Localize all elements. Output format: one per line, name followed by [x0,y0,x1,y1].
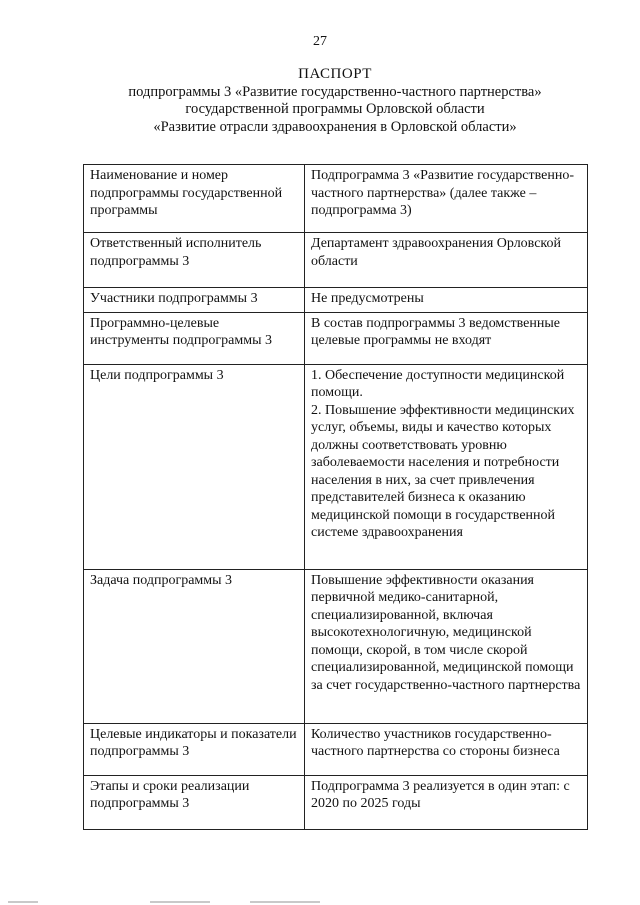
subtitle-line: подпрограммы 3 «Развитие государственно-частного партнерства» [128,83,542,100]
row-value [305,288,588,313]
value-text: 1. Обеспечение доступности медицинской помощи. [311,367,565,400]
value-text: Департамент здравоохранения Орловской области [311,236,562,269]
table-row [84,288,588,313]
scan-artifact [0,899,640,903]
row-label: Цели подпрограммы 3 [84,364,305,569]
value-text: Не предусмотрены [311,291,424,306]
table-row [84,233,588,288]
row-value [305,364,588,569]
row-label: Целевые индикаторы и показатели подпрограммы 3 [84,723,305,775]
value-text: Количество участников государственно-частного партнерства со стороны бизнеса [311,726,560,759]
table-row [84,364,588,569]
table-row [84,775,588,829]
row-label: Программно-целевые инструменты подпрограммы 3 [84,312,305,364]
table-row [84,569,588,723]
value-text: Повышение эффективности оказания первичной медико-санитарной, специализированной, включая высокотехнологичную, медицинской помощи, скорой, в том числе скорой специализированной, медицинской помощи за счет государственно-частного партнерства [311,572,581,693]
document-header [80,66,590,136]
value-text: В состав подпрограммы 3 ведомственные целевые программы не входят [311,315,560,348]
document-title: ПАСПОРТ [298,66,372,82]
row-label: Наименование и номер подпрограммы государственной программы [84,165,305,233]
row-value [305,569,588,723]
row-value [305,312,588,364]
row-value [305,165,588,233]
row-label: Этапы и сроки реализации подпрограммы 3 [84,775,305,829]
page-number: 27 [313,34,327,49]
row-label: Задача подпрограммы 3 [84,569,305,723]
row-label: Ответственный исполнитель подпрограммы 3 [84,233,305,288]
row-value [305,723,588,775]
table-row [84,723,588,775]
table-row [84,165,588,233]
value-text: Подпрограмма 3 «Развитие государственно-частного партнерства» (далее также – подпрограмма 3) [311,168,575,218]
table-row [84,312,588,364]
row-value [305,233,588,288]
row-label: Участники подпрограммы 3 [84,288,305,313]
value-text: Подпрограмма 3 реализуется в один этап: с 2020 по 2025 годы [311,778,570,811]
subtitle-line: «Развитие отрасли здравоохранения в Орловской области» [153,118,517,135]
passport-table [83,164,588,830]
value-text: 2. Повышение эффективности медицинских услуг, объемы, виды и качество которых должны соответствовать уровню заболеваемости населения и потребности населения в них, за счет привлечения представителей бизнеса к оказанию медицинской помощи в государственной системе здравоохранения [311,402,575,540]
row-value [305,775,588,829]
subtitle-line: государственной программы Орловской области [185,101,485,117]
